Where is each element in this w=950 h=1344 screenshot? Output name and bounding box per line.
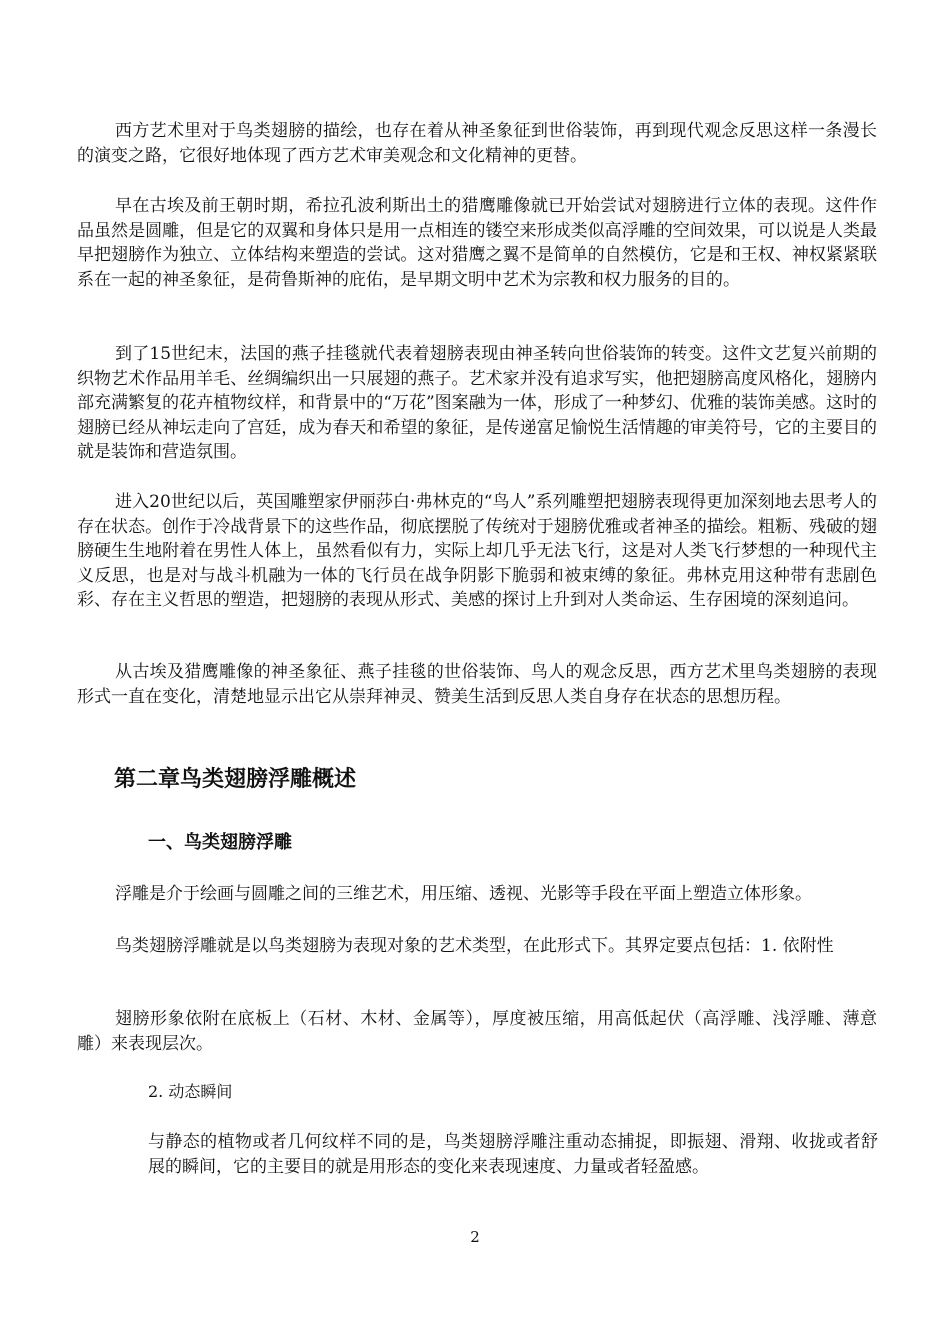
paragraph-swallow-tapestry: 到了15世纪末，法国的燕子挂毯就代表着翅膀表现由神圣转向世俗装饰的转变。这件文艺复兴前期的织物艺术作品用羊毛、丝绸编织出一只展翅的燕子。艺术家并没有追求写实，他把翅膀高度风格化，翅膀内部充满繁复的花卉植物纹样，和背景中的“万花”图案融为一体，形成了一种梦幻、优雅的装饰美感。这时的翅膀已经从神坛走向了宫廷，成为春天和希望的象征，是传递富足愉悦生活情趣的审美符号，它的主要目的就是装饰和营造氛围。	[77, 344, 877, 462]
paragraph-birdman: 进入20世纪以后，英国雕塑家伊丽莎白·弗林克的“鸟人”系列雕塑把翅膀表现得更加深刻地去思考人的存在状态。创作于冷战背景下的这些作品，彻底摆脱了传统对于翅膀优雅或者神圣的描绘。粗粝、残破的翅膀硬生生地附着在男性人体上，虽然看似有力，实际上却几乎无法飞行，这是对人类飞行梦想的一种现代主义反思，也是对与战斗机融为一体的飞行员在战争阴影下脆弱和被束缚的象征。弗林克用这种带有悲剧色彩、存在主义哲思的塑造，把翅膀的表现从形式、美感的探讨上升到对人类命运、生存困境的深刻追问。	[77, 492, 877, 610]
paragraph-dynamic-moment: 与静态的植物或者几何纹样不同的是，鸟类翅膀浮雕注重动态捕捉，即振翅、滑翔、收拢或者舒展的瞬间，它的主要目的就是用形态的变化来表现速度、力量或者轻盈感。	[148, 1132, 878, 1177]
chapter-title: 第二章鸟类翅膀浮雕概述	[114, 767, 357, 792]
paragraph-intro: 西方艺术里对于鸟类翅膀的描绘，也存在着从神圣象征到世俗装饰，再到现代观念反思这样一条漫长的演变之路，它很好地体现了西方艺术审美观念和文化精神的更替。	[77, 121, 877, 166]
paragraph-egypt-falcon: 早在古埃及前王朝时期，希拉孔波利斯出土的猎鹰雕像就已开始尝试对翅膀进行立体的表现。这件作品虽然是圆雕，但是它的双翼和身体只是用一点相连的镂空来形成类似高浮雕的空间效果，可以说是人类最早把翅膀作为独立、立体结构来塑造的尝试。这对猎鹰之翼不是简单的自然模仿，它是和王权、神权紧紧联系在一起的神圣象征，是荷鲁斯神的庇佑，是早期文明中艺术为宗教和权力服务的目的。	[77, 196, 877, 290]
list-item-label: 2. 动态瞬间	[148, 1082, 233, 1101]
section-title: 一、鸟类翅膀浮雕	[148, 832, 292, 853]
paragraph-wing-relief-definition: 鸟类翅膀浮雕就是以鸟类翅膀为表现对象的艺术类型，在此形式下。其界定要点包括：1. 依附性	[115, 936, 834, 956]
paragraph-attachment: 翅膀形象依附在底板上（石材、木材、金属等），厚度被压缩，用高低起伏（高浮雕、浅浮雕、薄意雕）来表现层次。	[77, 1009, 877, 1054]
page-number: 2	[470, 1228, 480, 1246]
paragraph-relief-definition: 浮雕是介于绘画与圆雕之间的三维艺术，用压缩、透视、光影等手段在平面上塑造立体形象。	[115, 884, 812, 904]
paragraph-summary: 从古埃及猎鹰雕像的神圣象征、燕子挂毯的世俗装饰、鸟人的观念反思，西方艺术里鸟类翅膀的表现形式一直在变化，清楚地显示出它从崇拜神灵、赞美生活到反思人类自身存在状态的思想历程。	[77, 662, 877, 707]
